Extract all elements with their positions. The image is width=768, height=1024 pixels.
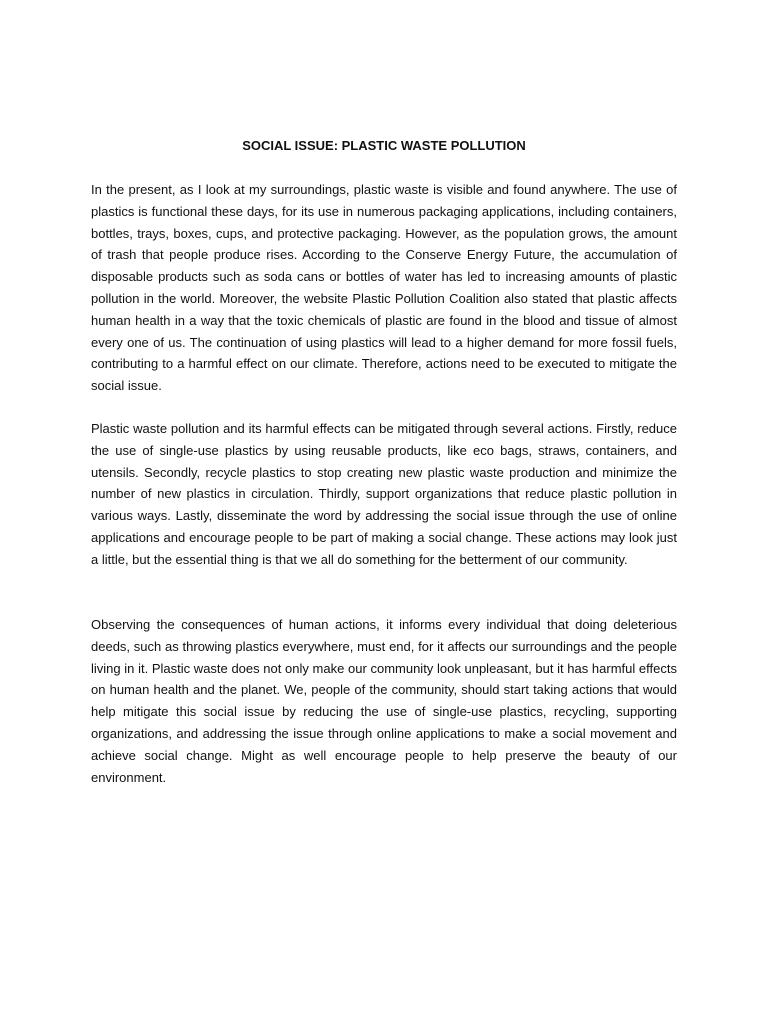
paragraph-1: In the present, as I look at my surroundings, plastic waste is visible and found anywhere. The use of plastics is functional these days, for its use in numerous packaging applications, including containers, bottles, trays, boxes, cups, and protective packaging. However, as the population grows, the amount of trash that people produce rises. According to the Conserve Energy Future, the accumulation of disposable products such as soda cans or bottles of water has led to increasing amounts of plastic pollution in the world. Moreover, the website Plastic Pollution Coalition also stated that plastic affects human health in a way that the toxic chemicals of plastic are found in the blood and tissue of almost every one of us. The continuation of using plastics will lead to a higher demand for more fossil fuels, contributing to a harmful effect on our climate. Therefore, actions need to be executed to mitigate the social issue. xyxy=(91,182,677,394)
document-title: SOCIAL ISSUE: PLASTIC WASTE POLLUTION xyxy=(242,138,526,153)
paragraph-3: Observing the consequences of human actions, it informs every individual that doing deleterious deeds, such as throwing plastics everywhere, must end, for it affects our surroundings and the people living in it. Plastic waste does not only make our community look unpleasant, but it has harmful effects on human health and the planet. We, people of the community, should start taking actions that would help mitigate this social issue by reducing the use of single-use plastics, recycling, supporting organizations, and addressing the issue through online applications to make a social movement and achieve social change. Might as well encourage people to help preserve the beauty of our environment. xyxy=(91,617,677,785)
paragraph-2: Plastic waste pollution and its harmful effects can be mitigated through several actions. Firstly, reduce the use of single-use plastics by using reusable products, like eco bags, straws, containers, and utensils. Secondly, recycle plastics to stop creating new plastic waste production and minimize the number of new plastics in circulation. Thirdly, support organizations that reduce plastic pollution in various ways. Lastly, disseminate the word by addressing the social issue through the use of online applications and encourage people to be part of making a social change. These actions may look just a little, but the essential thing is that we all do something for the betterment of our community. xyxy=(91,421,677,567)
